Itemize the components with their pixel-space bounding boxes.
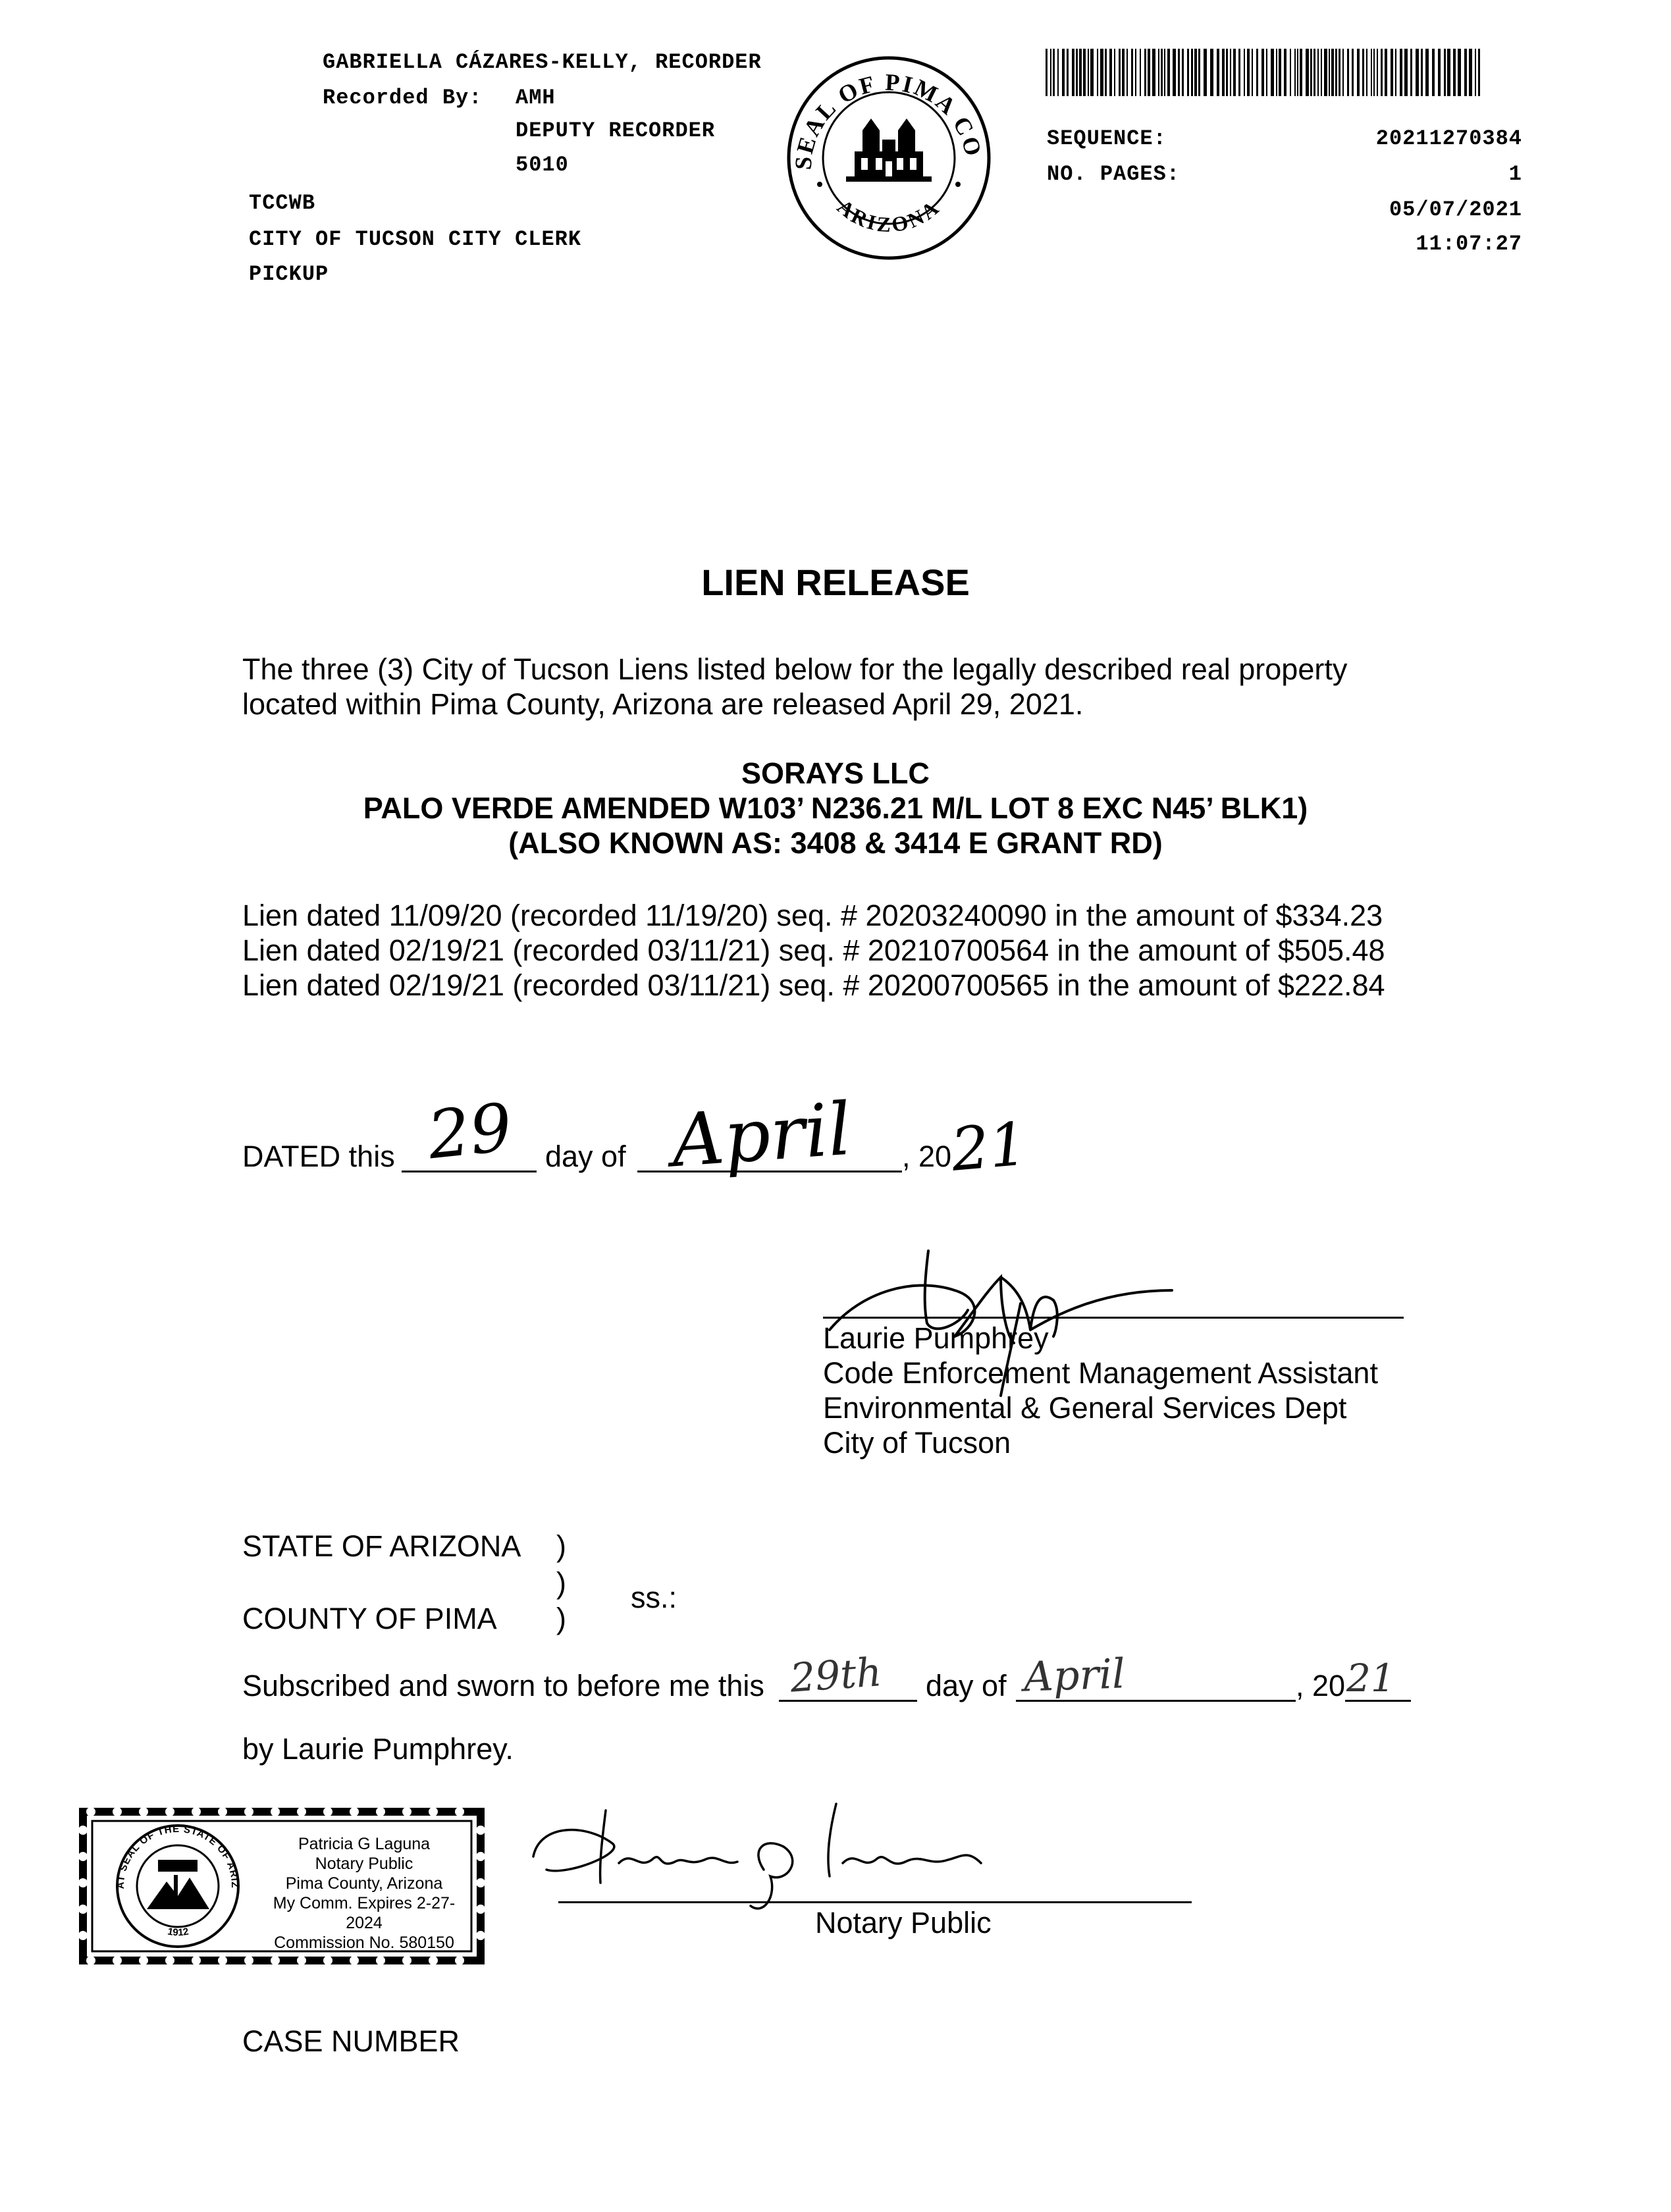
barcode-bar bbox=[1395, 49, 1396, 96]
barcode-bar bbox=[1256, 49, 1258, 96]
paren-1: ) bbox=[556, 1529, 566, 1563]
paren-3: ) bbox=[556, 1602, 566, 1635]
barcode-bar bbox=[1072, 49, 1074, 96]
barcode-bar bbox=[1067, 49, 1069, 96]
barcode-bar bbox=[1164, 49, 1165, 96]
stamp-scallop bbox=[323, 1956, 332, 1965]
stamp-scallop bbox=[113, 1807, 122, 1816]
by-line: by Laurie Pumphrey. bbox=[242, 1732, 514, 1766]
barcode-bar bbox=[1127, 49, 1128, 96]
barcode-bar bbox=[1057, 49, 1059, 96]
barcode-bar bbox=[1381, 49, 1383, 96]
stamp-scallop bbox=[297, 1807, 306, 1816]
stamp-scallop bbox=[271, 1807, 280, 1816]
dated-prefix: DATED this bbox=[242, 1140, 395, 1173]
barcode-bar bbox=[1114, 49, 1115, 96]
barcode-bar bbox=[1122, 49, 1125, 96]
sworn-month-blank bbox=[1016, 1700, 1296, 1702]
notary-stamp bbox=[73, 1795, 486, 1968]
barcode-bar bbox=[1297, 49, 1298, 96]
svg-text:1912 bbox=[167, 1926, 190, 1938]
barcode-bar bbox=[1233, 49, 1236, 96]
barcode-bar bbox=[1300, 49, 1302, 96]
dated-day-handwritten: 29 bbox=[424, 1088, 516, 1174]
barcode-bar bbox=[1191, 49, 1193, 96]
sequence-label: SEQUENCE: bbox=[1047, 126, 1167, 151]
barcode-bar bbox=[1105, 49, 1107, 96]
deputy-recorder-label: DEPUTY RECORDER bbox=[516, 118, 716, 143]
pima-county-seal bbox=[773, 32, 994, 263]
barcode-bar bbox=[1432, 49, 1435, 96]
barcode-bar bbox=[1187, 49, 1189, 96]
barcode-bar bbox=[1148, 49, 1150, 96]
state-line: STATE OF ARIZONA bbox=[242, 1529, 521, 1563]
lien-line-3: Lien dated 02/19/21 (recorded 03/11/21) seq. # 20200700565 in the amount of $222.84 bbox=[242, 968, 1385, 1002]
recorded-by-label: Recorded By: bbox=[323, 86, 483, 110]
stamp-scallop bbox=[218, 1807, 227, 1816]
sworn-year-prefix: , 20 bbox=[1296, 1669, 1346, 1702]
barcode-bar bbox=[1083, 49, 1086, 96]
barcode-bar bbox=[1204, 49, 1207, 96]
barcode-bar bbox=[1217, 49, 1219, 96]
recording-time: 11:07:27 bbox=[1416, 232, 1522, 256]
dated-month-handwritten: April bbox=[668, 1086, 854, 1184]
barcode-bar bbox=[1421, 49, 1423, 96]
barcode-bar bbox=[1371, 49, 1372, 96]
barcode-bar bbox=[1135, 49, 1136, 96]
barcode-bar bbox=[1158, 49, 1159, 96]
barcode-bar bbox=[1317, 49, 1319, 96]
stamp-scallop bbox=[78, 1852, 88, 1861]
barcode-bar bbox=[1194, 49, 1197, 96]
stamp-scallop bbox=[78, 1878, 88, 1887]
barcode-bar bbox=[1271, 49, 1274, 96]
seal-text-bottom: ARIZONA bbox=[832, 194, 945, 237]
barcode-bar bbox=[1053, 49, 1055, 96]
stamp-scallop bbox=[165, 1956, 174, 1965]
pages-value: 1 bbox=[1508, 162, 1522, 186]
stamp-scallop bbox=[376, 1807, 385, 1816]
stamp-scallop bbox=[113, 1956, 122, 1965]
barcode-bar bbox=[1329, 49, 1330, 96]
barcode-bar bbox=[1167, 49, 1170, 96]
stamp-county: Pima County, Arizona bbox=[285, 1874, 443, 1893]
barcode-bar bbox=[1244, 49, 1245, 96]
barcode-bar bbox=[1324, 49, 1327, 96]
stamp-scallop bbox=[402, 1956, 411, 1965]
barcode-bar bbox=[1306, 49, 1309, 96]
stamp-seal-text: GREAT SEAL OF THE STATE OF ARIZONA bbox=[73, 1795, 241, 1889]
stamp-scallop bbox=[402, 1807, 411, 1816]
stamp-scallop bbox=[165, 1807, 174, 1816]
stamp-scallop bbox=[476, 1852, 485, 1861]
signature-line bbox=[823, 1317, 1404, 1319]
barcode-bar bbox=[1335, 49, 1337, 96]
stamp-scallop bbox=[476, 1905, 485, 1914]
county-line: COUNTY OF PIMA bbox=[242, 1602, 497, 1635]
barcode-bar bbox=[1458, 49, 1461, 96]
stamp-scallop bbox=[78, 1826, 88, 1835]
intro-line-2: located within Pima County, Arizona are released April 29, 2021. bbox=[242, 687, 1084, 721]
barcode-bar bbox=[1284, 49, 1286, 96]
barcode-bar bbox=[1352, 49, 1354, 96]
deputy-number: 5010 bbox=[516, 153, 569, 177]
barcode-bar bbox=[1377, 49, 1378, 96]
barcode-bar bbox=[1362, 49, 1364, 96]
barcode-bar bbox=[1050, 49, 1051, 96]
sequence-value: 20211270384 bbox=[1375, 126, 1522, 151]
barcode-bar bbox=[1100, 49, 1103, 96]
barcode-bar bbox=[1444, 49, 1446, 96]
sworn-year-handwritten: 21 bbox=[1346, 1656, 1395, 1700]
stamp-scallop bbox=[455, 1807, 464, 1816]
stamp-notary-name: Patricia G Laguna bbox=[298, 1835, 431, 1853]
stamp-scallop bbox=[350, 1956, 359, 1965]
barcode-bar bbox=[1119, 49, 1121, 96]
dated-middle: day of bbox=[545, 1140, 626, 1173]
barcode-bar bbox=[1222, 49, 1225, 96]
barcode-bar bbox=[1410, 49, 1412, 96]
delivery-method: PICKUP bbox=[249, 262, 329, 286]
barcode-bar bbox=[1210, 49, 1213, 96]
sworn-middle: day of bbox=[926, 1669, 1007, 1702]
barcode-bar bbox=[1294, 49, 1296, 96]
stamp-scallop bbox=[455, 1956, 464, 1965]
lien-line-2: Lien dated 02/19/21 (recorded 03/11/21) seq. # 20210700564 in the amount of $505.48 bbox=[242, 934, 1385, 967]
recorder-code: TCCWB bbox=[249, 191, 316, 215]
stamp-expiration: My Comm. Expires 2-27-2024 bbox=[273, 1894, 456, 1932]
signatory-department: Environmental & General Services Dept bbox=[823, 1391, 1347, 1425]
recording-date: 05/07/2021 bbox=[1389, 198, 1522, 222]
document-barcode bbox=[1046, 49, 1481, 96]
stamp-scallop bbox=[86, 1807, 95, 1816]
stamp-scallop bbox=[78, 1905, 88, 1914]
stamp-scallop bbox=[139, 1807, 148, 1816]
signatory-title: Code Enforcement Management Assistant bbox=[823, 1356, 1378, 1390]
notary-signature-line bbox=[558, 1901, 1192, 1903]
barcode-bar bbox=[1385, 49, 1387, 96]
barcode-bar bbox=[1230, 49, 1231, 96]
requestor: CITY OF TUCSON CITY CLERK bbox=[249, 227, 582, 251]
stamp-scallop bbox=[192, 1956, 201, 1965]
barcode-bar bbox=[1478, 49, 1480, 96]
barcode-bar bbox=[1090, 49, 1094, 96]
barcode-bar bbox=[1079, 49, 1082, 96]
dated-day-blank bbox=[402, 1171, 537, 1172]
sworn-day-handwritten: 29th bbox=[788, 1649, 884, 1702]
stamp-scallop bbox=[192, 1807, 201, 1816]
barcode-bar bbox=[1347, 49, 1349, 96]
barcode-bar bbox=[1453, 49, 1456, 96]
ss-label: ss.: bbox=[631, 1581, 677, 1614]
property-owner: SORAYS LLC bbox=[741, 756, 930, 790]
barcode-bar bbox=[1046, 49, 1048, 96]
barcode-bar bbox=[1161, 49, 1163, 96]
barcode-bar bbox=[1438, 49, 1441, 96]
barcode-bar bbox=[1152, 49, 1155, 96]
barcode-bar bbox=[1140, 49, 1141, 96]
barcode-bar bbox=[1342, 49, 1344, 96]
barcode-bar bbox=[1373, 49, 1375, 96]
barcode-bar bbox=[1447, 49, 1450, 96]
stamp-scallop bbox=[350, 1807, 359, 1816]
barcode-bar bbox=[1173, 49, 1176, 96]
legal-description: PALO VERDE AMENDED W103’ N236.21 M/L LOT 8 EXC N45’ BLK1) bbox=[363, 791, 1308, 825]
also-known-as: (ALSO KNOWN AS: 3408 & 3414 E GRANT RD) bbox=[508, 826, 1163, 860]
sworn-prefix: Subscribed and sworn to before me this bbox=[242, 1669, 764, 1702]
stamp-scallop bbox=[376, 1956, 385, 1965]
barcode-bar bbox=[1313, 49, 1315, 96]
barcode-bar bbox=[1400, 49, 1402, 96]
document-title: LIEN RELEASE bbox=[701, 562, 970, 603]
stamp-commission: Commission No. 580150 bbox=[274, 1934, 454, 1952]
stamp-scallop bbox=[244, 1956, 253, 1965]
stamp-scallop bbox=[476, 1826, 485, 1835]
stamp-scallop bbox=[244, 1807, 253, 1816]
stamp-scallop bbox=[323, 1807, 332, 1816]
barcode-bar bbox=[1339, 49, 1340, 96]
case-number-label: CASE NUMBER bbox=[242, 2024, 460, 2058]
barcode-bar bbox=[1238, 49, 1240, 96]
stamp-scallop bbox=[476, 1878, 485, 1887]
stamp-notary-title: Notary Public bbox=[315, 1855, 413, 1873]
stamp-scallop bbox=[86, 1956, 95, 1965]
sworn-month-handwritten: April bbox=[1022, 1649, 1126, 1701]
barcode-bar bbox=[1076, 49, 1078, 96]
stamp-scallop bbox=[271, 1956, 280, 1965]
barcode-bar bbox=[1357, 49, 1360, 96]
signatory-organization: City of Tucson bbox=[823, 1426, 1011, 1460]
barcode-bar bbox=[1144, 49, 1146, 96]
paren-2: ) bbox=[556, 1566, 566, 1600]
barcode-bar bbox=[1226, 49, 1228, 96]
recorded-by-value: AMH bbox=[516, 86, 556, 110]
barcode-bar bbox=[1276, 49, 1277, 96]
stamp-scallop bbox=[429, 1956, 438, 1965]
barcode-bar bbox=[1290, 49, 1291, 96]
barcode-bar bbox=[1310, 49, 1312, 96]
seal-text-top: THE SEAL OF PIMA COUNTY bbox=[773, 32, 988, 171]
dated-year-prefix: , 20 bbox=[902, 1140, 952, 1173]
barcode-bar bbox=[1131, 49, 1133, 96]
barcode-bar bbox=[1391, 49, 1393, 96]
barcode-bar bbox=[1182, 49, 1184, 96]
stamp-scallop bbox=[297, 1956, 306, 1965]
lien-line-1: Lien dated 11/09/20 (recorded 11/19/20) seq. # 20203240090 in the amount of $334.23 bbox=[242, 899, 1383, 932]
barcode-bar bbox=[1425, 49, 1429, 96]
barcode-bar bbox=[1404, 49, 1408, 96]
intro-line-1: The three (3) City of Tucson Liens listed below for the legally described real property bbox=[242, 652, 1348, 686]
notary-public-label: Notary Public bbox=[815, 1906, 992, 1939]
barcode-bar bbox=[1088, 49, 1089, 96]
svg-text:ARIZONA bbox=[833, 194, 945, 236]
barcode-bar bbox=[1097, 49, 1098, 96]
barcode-bar bbox=[1252, 49, 1253, 96]
barcode-bar bbox=[1416, 49, 1419, 96]
dated-year-handwritten: 21 bbox=[948, 1109, 1030, 1185]
barcode-bar bbox=[1247, 49, 1250, 96]
stamp-seal-year: 1912 bbox=[167, 1926, 190, 1939]
barcode-bar bbox=[1331, 49, 1334, 96]
stamp-scallop bbox=[429, 1807, 438, 1816]
barcode-bar bbox=[1198, 49, 1200, 96]
barcode-bar bbox=[1321, 49, 1322, 96]
stamp-scallop bbox=[218, 1956, 227, 1965]
signatory-name: Laurie Pumphrey bbox=[823, 1321, 1049, 1355]
pages-label: NO. PAGES: bbox=[1047, 162, 1180, 186]
barcode-bar bbox=[1178, 49, 1180, 96]
barcode-bar bbox=[1469, 49, 1472, 96]
recorder-name: GABRIELLA CÁZARES-KELLY, RECORDER bbox=[323, 50, 762, 74]
barcode-bar bbox=[1109, 49, 1112, 96]
barcode-bar bbox=[1464, 49, 1467, 96]
stamp-scallop bbox=[78, 1931, 88, 1940]
barcode-bar bbox=[1475, 49, 1476, 96]
barcode-bar bbox=[1366, 49, 1367, 96]
stamp-scallop bbox=[476, 1931, 485, 1940]
barcode-bar bbox=[1062, 49, 1065, 96]
barcode-bar bbox=[1261, 49, 1264, 96]
barcode-bar bbox=[1279, 49, 1281, 96]
barcode-bar bbox=[1266, 49, 1267, 96]
stamp-scallop bbox=[139, 1956, 148, 1965]
